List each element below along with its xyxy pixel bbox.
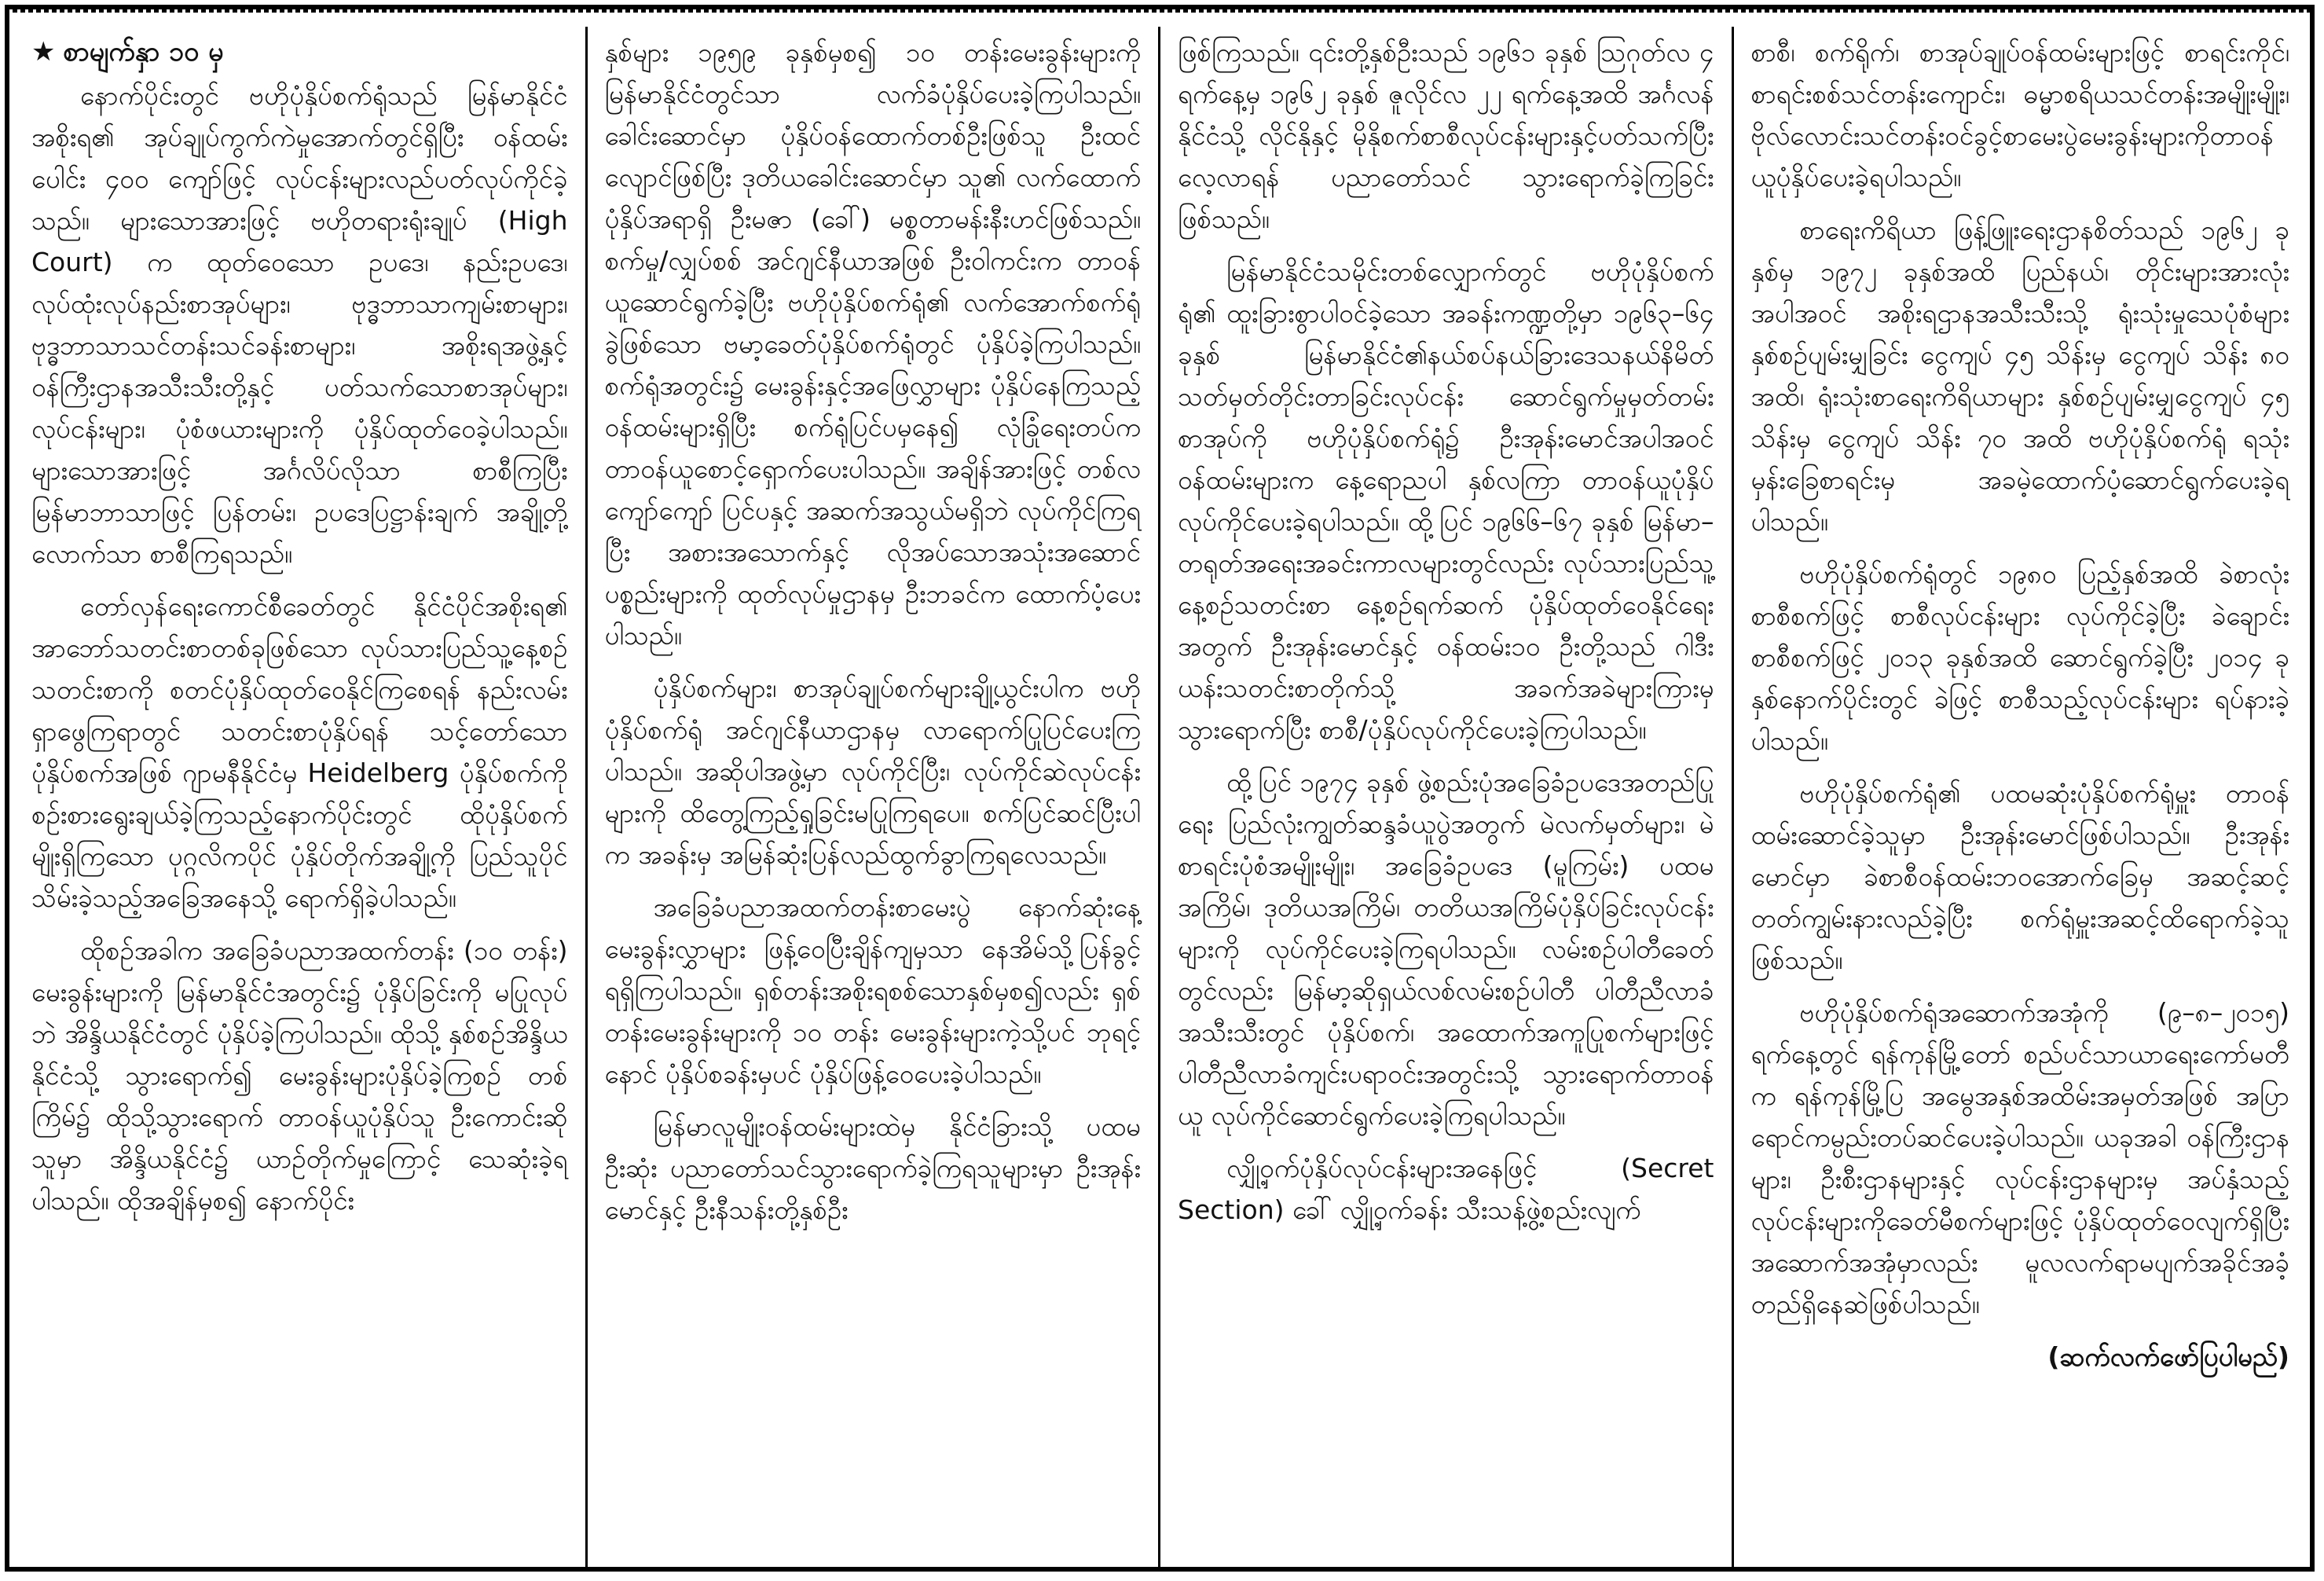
paragraph: စာရေးကိရိယာ ဖြန့်ဖြူးရေးဌာနစိတ်သည် ၁၉၆၂ ခုနှစ်မှ ၁၉၇၂ ခုနှစ်အထိ ပြည်နယ်၊ တိုင်းများအားလုံးအပါအဝင် အစိုးရဌာနအသီးသီးသို့ ရုံးသုံးမှုသေပုံစံများ နှစ်စဉ်ပျမ်းမျှခြင်း ငွေကျပ် ၄၅ သိန်းမှ ငွေကျပ် သိန်း ၈၀ အထိ၊ ရုံးသုံးစာရေးကိရိယာများ နှစ်စဉ်ပျမ်းမျှငွေကျပ် ၄၅ သိန်းမှ ငွေကျပ် သိန်း ၇၀ အထိ ဗဟိုပုံနှိပ်စက်ရုံ ရသုံးမှန်းခြေစာရင်းမှ အခမဲ့ထောက်ပံ့ဆောင်ရွက်ပေးခဲ့ရပါသည်။ (1750, 215, 2289, 537)
paragraph: ဖြစ်ကြသည်။ ၎င်းတို့နှစ်ဦးသည် ၁၉၆၁ ခုနှစ် ဩဂုတ်လ ၄ ရက်နေ့မှ ၁၉၆၂ ခုနှစ် ဇူလိုင်လ ၂၂ ရက်နေ့အထိ အင်္ဂလန်နိုင်ငံသို့ လိုင်နိုနှင့် မိုနိုစက်စာစီလုပ်ငန်းများနှင့်ပတ်သက်ပြီး လေ့လာရန် ပညာတော်သင် သွားရောက်ခဲ့ကြခြင်းဖြစ်သည်။ (1178, 37, 1714, 234)
paragraph: မြန်မာနိုင်ငံသမိုင်းတစ်လျှောက်တွင် ဗဟိုပုံနှိပ်စက်ရုံ၏ ထူးခြားစွာပါဝင်ခဲ့သော အခန်းကဏ္ဍတို့မှာ ၁၉၆၃–၆၄ ခုနှစ် မြန်မာနိုင်ငံ၏နယ်စပ်နယ်ခြားဒေသနယ်နိမိတ် သတ်မှတ်တိုင်းတာခြင်းလုပ်ငန်း ဆောင်ရွက်မှုမှတ်တမ်းစာအုပ်ကို ဗဟိုပုံနှိပ်စက်ရုံ၌ ဦးအုန်းမောင်အပါအဝင် ဝန်ထမ်းများက နေ့ရောညပါ နှစ်လကြာ တာဝန်ယူပုံနှိပ်လုပ်ကိုင်ပေးခဲ့ရပါသည်။ ထို့ပြင် ၁၉၆၆–၆၇ ခုနှစ် မြန်မာ– တရုတ်အရေးအခင်းကာလများတွင်လည်း လုပ်သားပြည်သူ့နေ့စဉ်သတင်းစာ နေ့စဉ်ရက်ဆက် ပုံနှိပ်ထုတ်ဝေနိုင်ရေးအတွက် ဦးအုန်းမောင်နှင့် ဝန်ထမ်း၁၀ ဦးတို့သည် ဂါဒီးယန်းသတင်းစာတိုက်သို့ အခက်အခဲများကြားမှ သွားရောက်ပြီး စာစီ/ပုံနှိပ်လုပ်ကိုင်ပေးခဲ့ကြပါသည်။ (1178, 256, 1714, 745)
paragraph: ဗဟိုပုံနှိပ်စက်ရုံ၏ ပထမဆုံးပုံနှိပ်စက်ရုံမှူး တာဝန်ထမ်းဆောင်ခဲ့သူမှာ ဦးအုန်းမောင်ဖြစ်ပါသည်။ ဦးအုန်းမောင်မှာ ခဲစာစီဝန်ထမ်းဘဝအောက်ခြေမှ အဆင့်ဆင့်တတ်ကျွမ်းနားလည်ခဲ့ပြီး စက်ရုံမှူးအဆင့်ထိရောက်ခဲ့သူဖြစ်သည်။ (1750, 778, 2289, 975)
paragraph: နှစ်များ ၁၉၅၉ ခုနှစ်မှစ၍ ၁၀ တန်းမေးခွန်းများကို မြန်မာနိုင်ငံတွင်သာ လက်ခံပုံနှိပ်ပေးခဲ့ကြပါသည်။ ခေါင်းဆောင်မှာ ပုံနှိပ်ဝန်ထောက်တစ်ဦးဖြစ်သူ ဦးထင်လျောင်ဖြစ်ပြီး ဒုတိယခေါင်းဆောင်မှာ သူ၏ လက်ထောက်ပုံနှိပ်အရာရှိ ဦးမဇာ (ခေါ်) မစ္စတာမန်းနီးဟင်ဖြစ်သည်။ စက်မှု/လျှပ်စစ် အင်ဂျင်နီယာအဖြစ် ဦးဝါကင်းက တာဝန်ယူဆောင်ရွက်ခဲ့ပြီး ဗဟိုပုံနှိပ်စက်ရုံ၏ လက်အောက်စက်ရုံခွဲဖြစ်သော ဗမာ့ခေတ်ပုံနှိပ်စက်ရုံတွင် ပုံနှိပ်ခဲ့ကြပါသည်။ စက်ရုံအတွင်း၌ မေးခွန်းနှင့်အဖြေလွှာများ ပုံနှိပ်နေကြသည့် ဝန်ထမ်းများရှိပြီး စက်ရုံပြင်ပမှနေ၍ လုံခြုံရေးတပ်က တာဝန်ယူစောင့်ရှောက်ပေးပါသည်။ အချိန်အားဖြင့် တစ်လကျော်ကျော် ပြင်ပနှင့် အဆက်အသွယ်မရှိဘဲ လုပ်ကိုင်ကြရပြီး အစားအသောက်နှင့် လိုအပ်သောအသုံးအဆောင်ပစ္စည်းများကို ထုတ်လုပ်မှုဌာနမှ ဦးဘခင်က ထောက်ပံ့ပေးပါသည်။ (604, 37, 1141, 651)
continued-note: (ဆက်လက်ဖော်ပြပါမည်) (2047, 1341, 2289, 1372)
paragraph: မြန်မာလူမျိုးဝန်ထမ်းများထဲမှ နိုင်ငံခြားသို့ ပထမဦးဆုံး ပညာတော်သင်သွားရောက်ခဲ့ကြရသူများမှာ ဦးအုန်းမောင်နှင့် ဦးနီသန်းတို့နှစ်ဦး (604, 1111, 1141, 1225)
column-1 (14, 27, 588, 1567)
column-4 (1734, 27, 2308, 1567)
paragraph: ထို့ပြင် ၁၉၇၄ ခုနှစ် ဖွဲ့စည်းပုံအခြေခံဥပဒေအတည်ပြုရေး ပြည်လုံးကျွတ်ဆန္ဒခံယူပွဲအတွက် မဲလက်မှတ်များ၊ မဲစာရင်းပုံစံအမျိုးမျိုး၊ အခြေခံဥပဒေ (မူကြမ်း) ပထမအကြိမ်၊ ဒုတိယအကြိမ်၊ တတိယအကြိမ်ပုံနှိပ်ခြင်းလုပ်ငန်းများကို လုပ်ကိုင်ပေးခဲ့ကြရပါသည်။ လမ်းစဉ်ပါတီခေတ်တွင်လည်း မြန်မာ့ဆိုရှယ်လစ်လမ်းစဉ်ပါတီ ပါတီညီလာခံအသီးသီးတွင် ပုံနှိပ်စက်၊ အထောက်အကူပြုစက်များဖြင့် ပါတီညီလာခံကျင်းပရာဝင်းအတွင်းသို့ သွားရောက်တာဝန်ယူ လုပ်ကိုင်ဆောင်ရွက်ပေးခဲ့ကြရပါသည်။ (1178, 767, 1714, 1131)
paragraph: နောက်ပိုင်းတွင် ဗဟိုပုံနှိပ်စက်ရုံသည် မြန်မာနိုင်ငံအစိုးရ၏ အုပ်ချုပ်ကွက်ကဲမှုအောက်တွင်ရှိပြီး ဝန်ထမ်းပေါင်း ၄၀၀ ကျော်ဖြင့် လုပ်ငန်းများလည်ပတ်လုပ်ကိုင်ခဲ့သည်။ များသောအားဖြင့် ဗဟိုတရားရုံးချုပ် (High Court) က ထုတ်ဝေသော ဥပဒေ၊ နည်းဥပဒေ၊ လုပ်ထုံးလုပ်နည်းစာအုပ်များ၊ ဗုဒ္ဓဘာသာကျမ်းစာများ၊ ဗုဒ္ဓဘာသာသင်တန်းသင်ခန်းစာများ၊ အစိုးရအဖွဲ့နှင့် ဝန်ကြီးဌာနအသီးသီးတို့နှင့် ပတ်သက်သောစာအုပ်များ၊ လုပ်ငန်းများ၊ ပုံစံဖယားများကို ပုံနှိပ်ထုတ်ဝေခဲ့ပါသည်။ များသောအားဖြင့် အင်္ဂလိပ်လိုသာ စာစီကြပြီး မြန်မာဘာသာဖြင့် ပြန်တမ်း၊ ဥပဒေပြဋ္ဌာန်းချက် အချို့တို့လောက်သာ စာစီကြရသည်။ (31, 80, 568, 569)
paragraph: စာစီ၊ စက်ရိုက်၊ စာအုပ်ချုပ်ဝန်ထမ်းများဖြင့် စာရင်းကိုင်၊ စာရင်းစစ်သင်တန်းကျောင်း၊ ဓမ္မာစရိယသင်တန်းအမျိုးမျိုး၊ ဗိုလ်လောင်းသင်တန်းဝင်ခွင့်စာမေးပွဲမေးခွန်းများကိုတာဝန်ယူပုံနှိပ်ပေးခဲ့ရပါသည်။ (1750, 37, 2289, 193)
paragraph: ဗဟိုပုံနှိပ်စက်ရုံတွင် ၁၉၈၀ ပြည့်နှစ်အထိ ခဲစာလုံး စာစီစက်ဖြင့် စာစီလုပ်ငန်းများ လုပ်ကိုင်ခဲ့ပြီး ခဲချောင်းစာစီစက်ဖြင့် ၂၀၁၃ ခုနှစ်အထိ ဆောင်ရွက်ခဲ့ပြီး ၂၀၁၄ ခုနှစ်နောက်ပိုင်းတွင် ခဲဖြင့် စာစီသည့်လုပ်ငန်းများ ရပ်နားခဲ့ပါသည်။ (1750, 559, 2289, 756)
article-columns (14, 27, 2307, 1567)
paragraph: တော်လှန်ရေးကောင်စီခေတ်တွင် နိုင်ငံပိုင်အစိုးရ၏ အာဘော်သတင်းစာတစ်ခုဖြစ်သော လုပ်သားပြည်သူ့နေ့စဉ်သတင်းစာကို စတင်ပုံနှိပ်ထုတ်ဝေနိုင်ကြစေရန် နည်းလမ်းရှာဖွေကြရာတွင် သတင်းစာပုံနှိပ်ရန် သင့်တော်သောပုံနှိပ်စက်အဖြစ် ဂျာမနီနိုင်ငံမှ Heidelberg ပုံနှိပ်စက်ကို စဉ်းစားရွေးချယ်ခဲ့ကြသည့်နောက်ပိုင်းတွင် ထိုပုံနှိပ်စက်မျိုးရှိကြသော ပုဂ္ဂလိကပိုင် ပုံနှိပ်တိုက်အချို့ကို ပြည်သူပိုင်သိမ်းခဲ့သည့်အခြေအနေသို့ ရောက်ရှိခဲ့ပါသည်။ (31, 591, 568, 913)
paragraph: ထိုစဉ်အခါက အခြေခံပညာအထက်တန်း (၁၀ တန်း) မေးခွန်းများကို မြန်မာနိုင်ငံအတွင်း၌ ပုံနှိပ်ခြင်းကို မပြုလုပ်ဘဲ အိန္ဒိယနိုင်ငံတွင် ပုံနှိပ်ခဲ့ကြပါသည်။ ထိုသို့ နှစ်စဉ်အိန္ဒိယနိုင်ငံသို့ သွားရောက်၍ မေးခွန်းများပုံနှိပ်ခဲ့ကြစဉ် တစ်ကြိမ်၌ ထိုသို့သွားရောက် တာဝန်ယူပုံနှိပ်သူ ဦးကောင်းဆိုသူမှာ အိန္ဒိယနိုင်ငံ၌ ယာဉ်တိုက်မှုကြောင့် သေဆုံးခဲ့ရပါသည်။ ထိုအချိန်မှစ၍ နောက်ပိုင်း (31, 935, 568, 1216)
column-3 (1160, 27, 1734, 1567)
continuation-heading (31, 31, 568, 73)
paragraph: ပုံနှိပ်စက်များ၊ စာအုပ်ချုပ်စက်များချို့ယွင်းပါက ဗဟိုပုံနှိပ်စက်ရုံ အင်ဂျင်နီယာဌာနမှ လာရောက်ပြုပြင်ပေးကြပါသည်။ အဆိုပါအဖွဲ့မှာ လုပ်ကိုင်ပြီး၊ လုပ်ကိုင်ဆဲလုပ်ငန်းများကို ထိတွေ့ကြည့်ရှုခြင်းမပြုကြရပေ။ စက်ပြင်ဆင်ပြီးပါက အခန်းမှ အမြန်ဆုံးပြန်လည်ထွက်ခွာကြရလေသည်။ (604, 673, 1141, 870)
paragraph: လျှို့ဝှက်ပုံနှိပ်လုပ်ငန်းများအနေဖြင့် (Secret Section) ခေါ် လျှို့ဝှက်ခန်း သီးသန့်ဖွဲ့စည်းလျက် (1178, 1153, 1714, 1225)
paragraph: အခြေခံပညာအထက်တန်းစာမေးပွဲ နောက်ဆုံးနေ့ မေးခွန်းလွှာများ ဖြန့်ဝေပြီးချိန်ကျမှသာ နေအိမ်သို့ပြန်ခွင့်ရရှိကြပါသည်။ ရှစ်တန်းအစိုးရစစ်သောနှစ်မှစ၍လည်း ရှစ်တန်းမေးခွန်းများကို ၁၀ တန်း မေးခွန်းများကဲ့သို့ပင် ဘုရင့်နောင် ပုံနှိပ်စခန်းမှပင် ပုံနှိပ်ဖြန့်ဝေပေးခဲ့ပါသည်။ (604, 892, 1141, 1089)
continuation-heading-text: စာမျက်နှာ ၁၀ မှ (63, 36, 224, 68)
paragraph: ဗဟိုပုံနှိပ်စက်ရုံအဆောက်အအုံကို (၉–၈–၂၀၁၅) ရက်နေ့တွင် ရန်ကုန်မြို့တော် စည်ပင်သာယာရေးကော်မတီက ရန်ကုန်မြို့ပြ အမွေအနှစ်အထိမ်းအမှတ်အဖြစ် အပြာရောင်ကမ္ပည်းတပ်ဆင်ပေးခဲ့ပါသည်။ ယခုအခါ ဝန်ကြီးဌာနများ၊ ဦးစီးဌာနများနှင့် လုပ်ငန်းဌာနများမှ အပ်နှံသည့်လုပ်ငန်းများကိုခေတ်မီစက်များဖြင့် ပုံနှိပ်ထုတ်ဝေလျက်ရှိပြီး အဆောက်အအုံမှာလည်း မူလလက်ရာမပျက်အခိုင်အခံ့တည်ရှိနေဆဲဖြစ်ပါသည်။ (1750, 997, 2289, 1319)
star-icon: ★ (31, 36, 56, 68)
column-2 (588, 27, 1161, 1567)
